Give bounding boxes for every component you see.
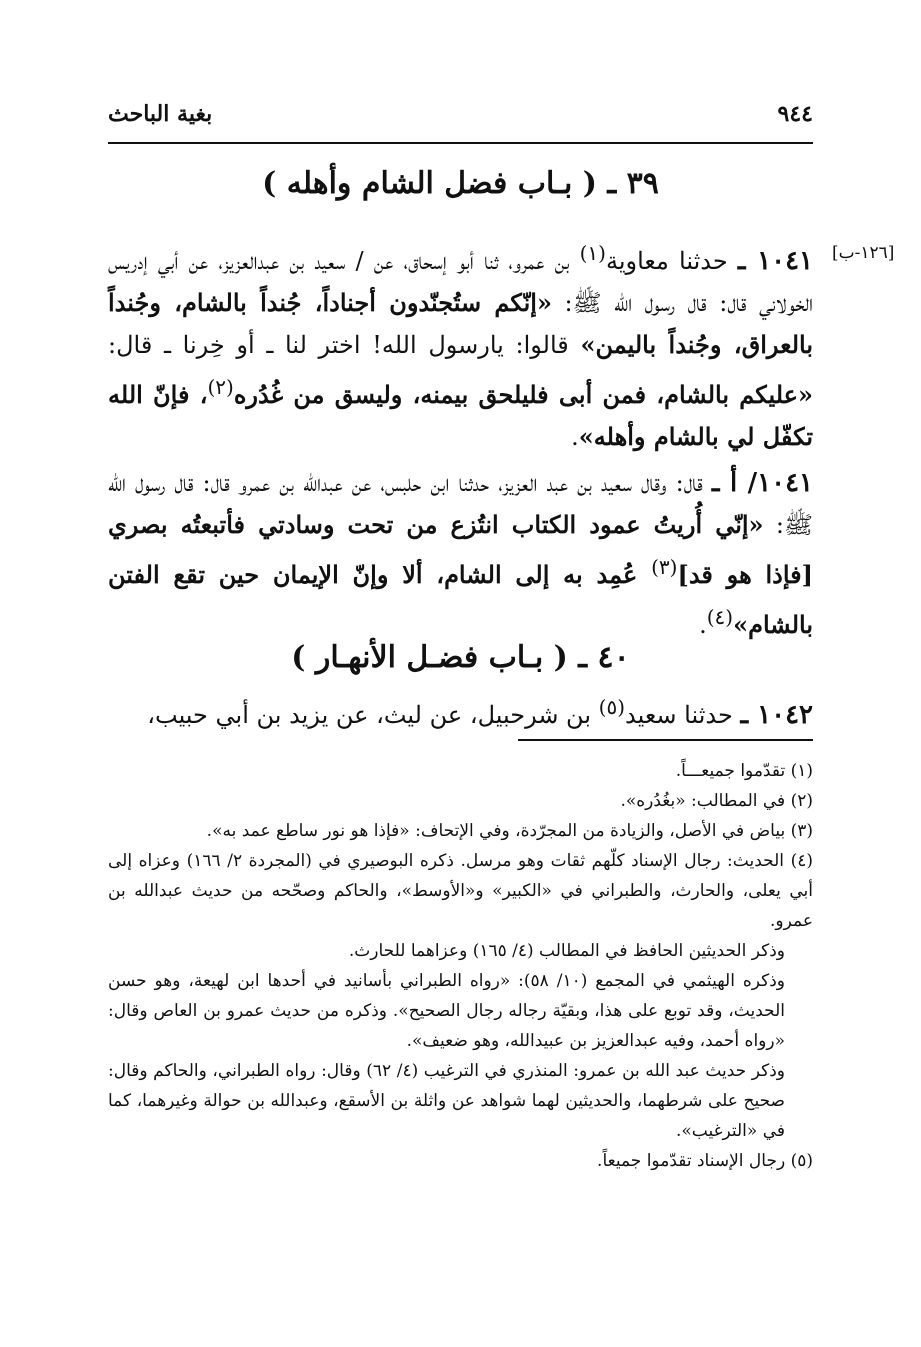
hadith-number: ١٠٤١/ أ ـ [711,468,813,498]
chapter-title: ٣٩ ـ ( بـاب فضل الشام وأهله ) [262,166,659,201]
hadith-quote: عُمِد به إلى الشام، ألا وإنّ الإيمان حين تقع الفتن بالشام» [108,560,813,639]
manuscript-folio-note: [١٢٦-ب] [832,243,895,263]
narration-text: قال: وقال سعيد بن عبد العزيز، حدثنا ابن حلبس، عن عبدالله بن عمرو قال: قال رسول الله ﷺ: [108,469,813,539]
footnote-marker: (٢) [207,375,234,399]
footnote-marker: (٣) [651,555,678,579]
footnote: (٣) بياض في الأصل، والزيادة من المجرّدة، وفي الإتحاف: «فإذا هو نور ساطع عمد به». [206,821,813,841]
hadith-quote: ، فإنّ الله تكفّل لي بالشام وأهله» [108,380,813,451]
sentence-end: . [571,423,579,451]
footnote-continuation: وذكره الهيثمي في المجمع (١٠/ ٥٨): «رواه الطبراني بأسانيد في أحدها ابن لهيعة، وهو حسن الحديث، وقد توبع على هذا، وبقيّة رجاله رجال الصحيح». وذكره من حديث عمرو بن العاص وقال: «رواه أحمد، وفيه عبدالعزيز بن عبيدالله، وهو ضعيف». [108,971,785,1051]
hadith-quote: «إنّكم ستُجنّدون أجناداً، جُنداً بالشام، وجُنداً بالعراق، وجُنداً باليمن» [108,288,814,359]
footnote-marker: (١) [579,241,606,265]
sentence-end: . [699,611,707,639]
hadith-paragraph [108,232,813,458]
hadith-number: ١٠٤١ ـ [737,246,813,276]
footnote-marker: (٤) [706,605,734,629]
narration-text: حدثنا معاوية [605,247,738,275]
narration-text: قالوا: يارسول الله! اختر لنا ـ أو خِرنا ـ قال: [108,331,581,359]
hadith-quote: «عليكم بالشام، فمن أبى فليلحق بيمنه، وليسق من غُدُره [233,380,813,409]
footnote: (٤) الحديث: رجال الإسناد كلّهم ثقات وهو مرسل. ذكره البوصيري في (المجردة ٢/ ١٦٦) وعزاه إلى أبي يعلى، والحارث، والطبراني في «الكبير» و«الأوسط»، والحاكم وصحّحه من حديث عبدالله بن عمرو. [108,851,813,931]
hadith-quote: «إنّي أُريتُ عمود الكتاب انتُزع من تحت وسادتي فأتبعتُه بصري [فإذا هو قد] [108,510,814,589]
hadith-paragraph [108,462,813,646]
footnote-continuation: وذكر حديث عبد الله بن عمرو: المنذري في الترغيب (٤/ ٦٢) وقال: رواه الطبراني، والحاكم وقال: صحيح على شرطهما، والحديثين لهما شواهد عن واثلة بن الأسقع، وعبدالله بن حوالة وغيرهما، كما في «الترغيب». [108,1061,786,1141]
hadith-paragraph [108,686,813,736]
header-rule [108,142,813,144]
footnote-continuation: وذكر الحديثين الحافظ في المطالب (٤/ ١٦٥) وعزاهما للحارث. [348,941,785,961]
footnote-separator [518,739,813,741]
running-header [108,96,813,132]
footnote-marker: (٥) [598,695,626,719]
narration-text: بن عمرو، ثنا أبو إسحاق، عن / سعيد بن عبدالعزيز، عن أبي إدريس الخولاني قال: قال رسول الله ﷺ: [108,247,814,317]
narration-text: بن شرحبيل، عن ليث، عن يزيد بن أبي حبيب، [147,701,599,729]
hadith-number: ١٠٤٢ ـ [740,700,813,730]
chapter-title: ٤٠ ـ ( بـاب فضـل الأنهـار ) [291,640,630,675]
footnote: (١) تقدّموا جميعـــاً. [675,761,813,781]
narration-text: حدثنا سعيد [625,701,741,729]
footnotes-section [108,756,813,1176]
footnote: (٢) في المطالب: «بغُدُره». [620,791,813,811]
page-number: ٩٤٤ [777,101,813,127]
footnote: (٥) رجال الإسناد تقدّموا جميعاً. [597,1151,813,1171]
book-title: بغية الباحث [108,101,213,127]
